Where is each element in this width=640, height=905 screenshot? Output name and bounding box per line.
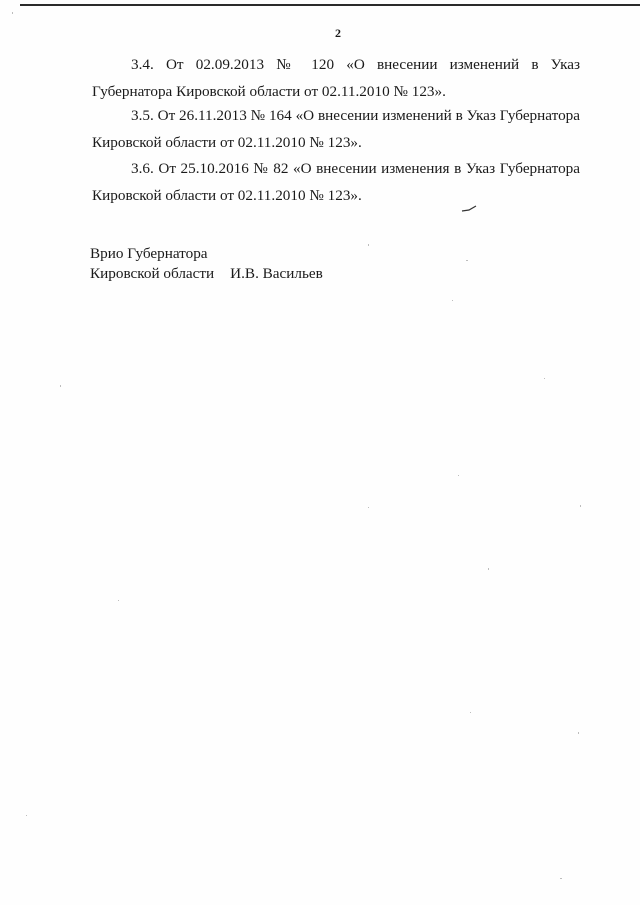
signature-region: Кировской области bbox=[90, 265, 215, 282]
page-number: 2 bbox=[335, 26, 341, 40]
signatory-name: И.В. Васильев bbox=[230, 265, 323, 282]
list-item-3-5: 3.5. От 26.11.2013 № 164 «О внесении изменений в Указ Губернатора Кировской области от 02.11.2010 № 123». bbox=[92, 107, 580, 151]
top-border-line bbox=[20, 4, 640, 6]
signature-block bbox=[90, 244, 323, 284]
signature-title-line-2 bbox=[90, 264, 323, 284]
list-item-3-4: 3.4. От 02.09.2013 № 120 «О внесении изменений в Указ Губернатора Кировской области от 02.11.2010 № 123». bbox=[92, 56, 580, 100]
signature-title-line-1: Врио Губернатора bbox=[90, 245, 208, 262]
pen-mark bbox=[461, 205, 477, 213]
list-item-3-6: 3.6. От 25.10.2016 № 82 «О внесении изменения в Указ Губернатора Кировской области от 02.11.2010 № 123». bbox=[92, 160, 580, 204]
